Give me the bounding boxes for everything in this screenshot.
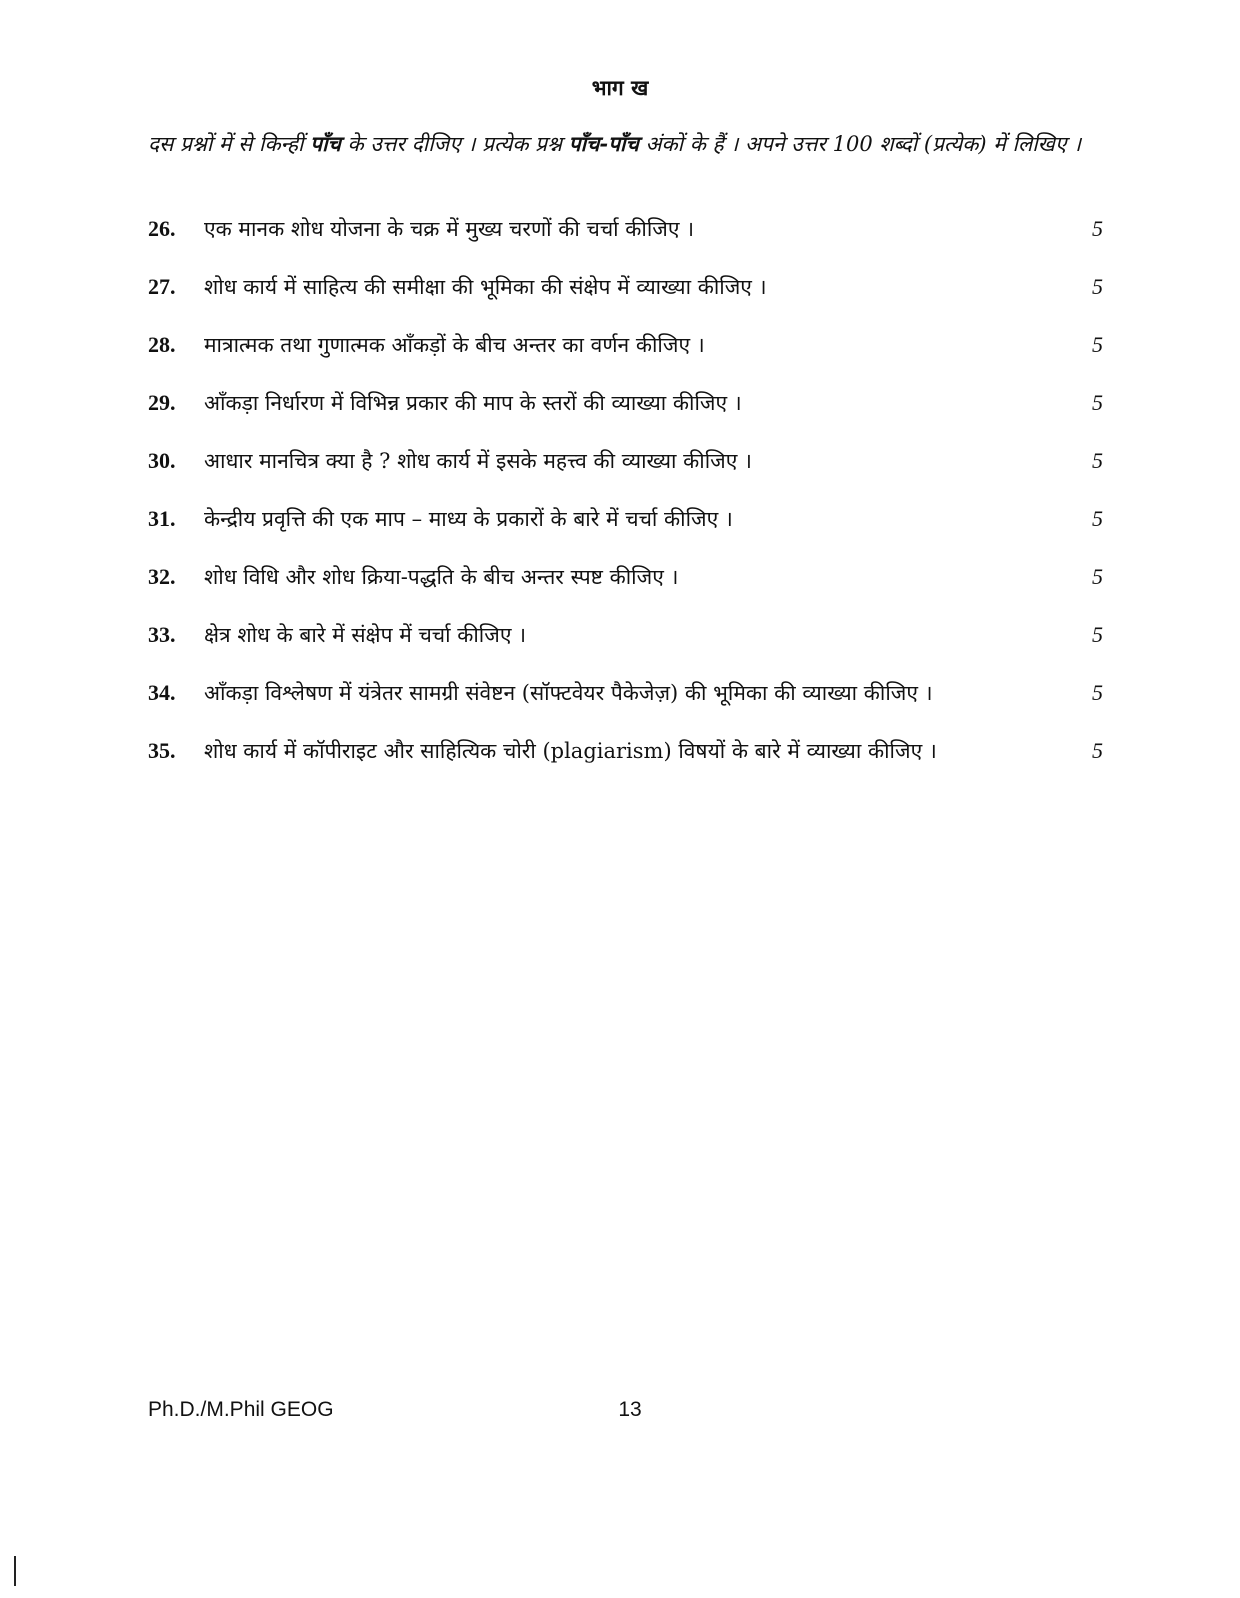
question-text: आँकड़ा निर्धारण में विभिन्न प्रकार की माप के स्तरों की व्याख्या कीजिए ।	[204, 391, 742, 415]
question-marks: 5	[1092, 738, 1103, 763]
question-marks: 5	[1092, 216, 1103, 241]
instructions-bold-marks: पाँच-पाँच	[568, 131, 639, 156]
scan-edge-mark	[14, 1556, 16, 1586]
section-title: भाग ख	[591, 75, 649, 100]
question-marks: 5	[1092, 332, 1103, 357]
question-number: 27.	[148, 274, 176, 299]
instructions	[148, 124, 1116, 164]
question-item	[0, 504, 1240, 562]
question-text: मात्रात्मक तथा गुणात्मक आँकड़ों के बीच अन्तर का वर्णन कीजिए ।	[204, 333, 705, 357]
question-marks: 5	[1092, 274, 1103, 299]
question-item	[0, 736, 1240, 794]
question-item	[0, 330, 1240, 388]
question-number: 26.	[148, 216, 176, 241]
question-marks: 5	[1092, 564, 1103, 589]
question-number: 34.	[148, 680, 176, 705]
question-item	[0, 388, 1240, 446]
question-marks: 5	[1092, 680, 1103, 705]
question-marks: 5	[1092, 506, 1103, 531]
question-text: एक मानक शोध योजना के चक्र में मुख्य चरणों की चर्चा कीजिए ।	[204, 217, 695, 241]
question-text: आधार मानचित्र क्या है ? शोध कार्य में इसके महत्त्व की व्याख्या कीजिए ।	[204, 449, 752, 473]
question-number: 30.	[148, 448, 176, 473]
footer-page-number: 13	[618, 1398, 642, 1421]
question-number: 28.	[148, 332, 176, 357]
footer-course-code: Ph.D./M.Phil GEOG	[148, 1398, 334, 1421]
question-text: शोध कार्य में कॉपीराइट और साहित्यिक चोरी (plagiarism) विषयों के बारे में व्याख्या कीजिए ।	[204, 739, 937, 763]
question-text: क्षेत्र शोध के बारे में संक्षेप में चर्चा कीजिए ।	[204, 623, 527, 647]
instructions-part-1: दस प्रश्नों में से किन्हीं	[148, 132, 311, 156]
question-marks: 5	[1092, 622, 1103, 647]
question-list	[0, 214, 1240, 794]
question-text: केन्द्रीय प्रवृत्ति की एक माप – माध्य के प्रकारों के बारे में चर्चा कीजिए ।	[204, 507, 733, 531]
instructions-part-3: अंकों के हैं । अपने उत्तर 100 शब्दों (प्रत्येक) में लिखिए ।	[638, 132, 1082, 156]
question-text: शोध कार्य में साहित्य की समीक्षा की भूमिका की संक्षेप में व्याख्या कीजिए ।	[204, 275, 767, 299]
question-text: शोध विधि और शोध क्रिया-पद्धति के बीच अन्तर स्पष्ट कीजिए ।	[204, 565, 679, 589]
question-text: आँकड़ा विश्लेषण में यंत्रेतर सामग्री संवेष्टन (सॉफ्टवेयर पैकेजेज़) की भूमिका की व्याख्या कीजिए ।	[204, 681, 933, 705]
question-item	[0, 678, 1240, 736]
question-number: 32.	[148, 564, 176, 589]
question-item	[0, 562, 1240, 620]
instructions-part-2: के उत्तर दीजिए । प्रत्येक प्रश्न	[340, 132, 569, 156]
question-item	[0, 214, 1240, 272]
question-number: 29.	[148, 390, 176, 415]
question-number: 35.	[148, 738, 176, 763]
question-number: 31.	[148, 506, 176, 531]
question-marks: 5	[1092, 448, 1103, 473]
question-number: 33.	[148, 622, 176, 647]
question-item	[0, 272, 1240, 330]
question-item	[0, 446, 1240, 504]
instructions-bold-count: पाँच	[310, 131, 341, 156]
question-item	[0, 620, 1240, 678]
question-marks: 5	[1092, 390, 1103, 415]
